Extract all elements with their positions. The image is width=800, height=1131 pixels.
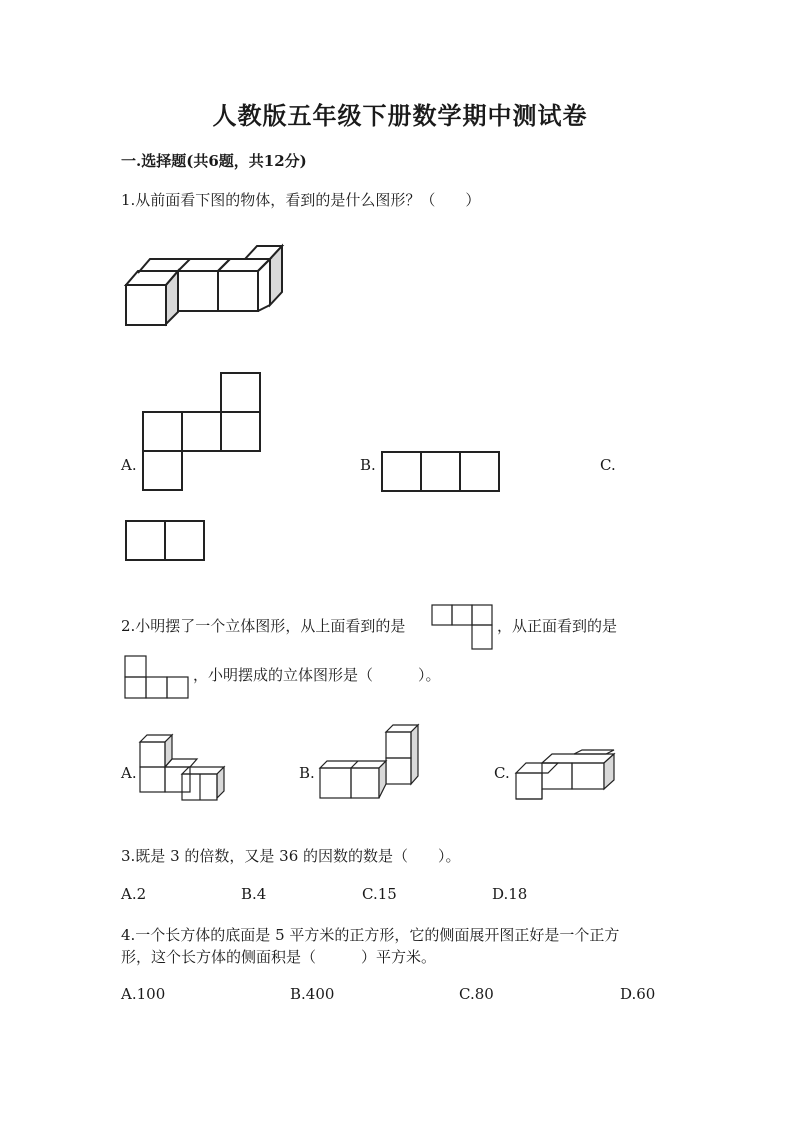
question-3-stem: 3.既是 3 的倍数，又是 36 的因数的数是（ ）。: [121, 847, 461, 865]
q4-option-b[interactable]: B.400: [290, 985, 335, 1003]
q1-option-c-figure[interactable]: [125, 520, 207, 564]
q1-cube-figure: [120, 240, 290, 330]
question-4-stem-line1: 4.一个长方体的底面是 5 平方米的正方形，它的侧面展开图正好是一个正方: [121, 926, 620, 944]
q3-option-c[interactable]: C.15: [362, 885, 397, 903]
question-2-stem-part3: ，小明摆成的立体图形是（ ）。: [193, 666, 441, 684]
q2-top-view-figure: [431, 604, 497, 652]
q2-option-c-figure[interactable]: [514, 748, 620, 804]
q3-option-d[interactable]: D.18: [492, 885, 528, 903]
q2-option-a-figure[interactable]: [138, 732, 230, 804]
q2-option-b-figure[interactable]: [318, 722, 422, 804]
question-2-stem-part2: ，从正面看到的是: [497, 617, 618, 635]
question-2-stem-part1: 2.小明摆了一个立体图形，从上面看到的是: [121, 617, 406, 635]
page-title: 人教版五年级下册数学期中测试卷: [212, 101, 588, 130]
q4-option-a[interactable]: A.100: [121, 985, 166, 1003]
q4-option-c[interactable]: C.80: [459, 985, 494, 1003]
q1-option-a-figure[interactable]: [142, 372, 264, 494]
q1-option-a-label: A.: [121, 456, 137, 474]
q1-option-c-label: C.: [600, 456, 616, 474]
q2-option-b-label: B.: [299, 764, 315, 782]
q2-option-a-label: A.: [121, 764, 137, 782]
q1-option-b-figure[interactable]: [381, 451, 503, 495]
q3-option-a[interactable]: A.2: [121, 885, 147, 903]
question-4-stem-line2: 形，这个长方体的侧面积是（ ）平方米。: [121, 948, 437, 966]
q2-option-c-label: C.: [494, 764, 510, 782]
section-heading: 一.选择题(共6题，共12分): [121, 152, 307, 170]
q2-front-view-figure: [124, 655, 192, 701]
question-1-stem: 1.从前面看下图的物体，看到的是什么图形？（ ）: [121, 191, 481, 209]
q4-option-d[interactable]: D.60: [620, 985, 656, 1003]
q3-option-b[interactable]: B.4: [241, 885, 267, 903]
q1-option-b-label: B.: [360, 456, 376, 474]
